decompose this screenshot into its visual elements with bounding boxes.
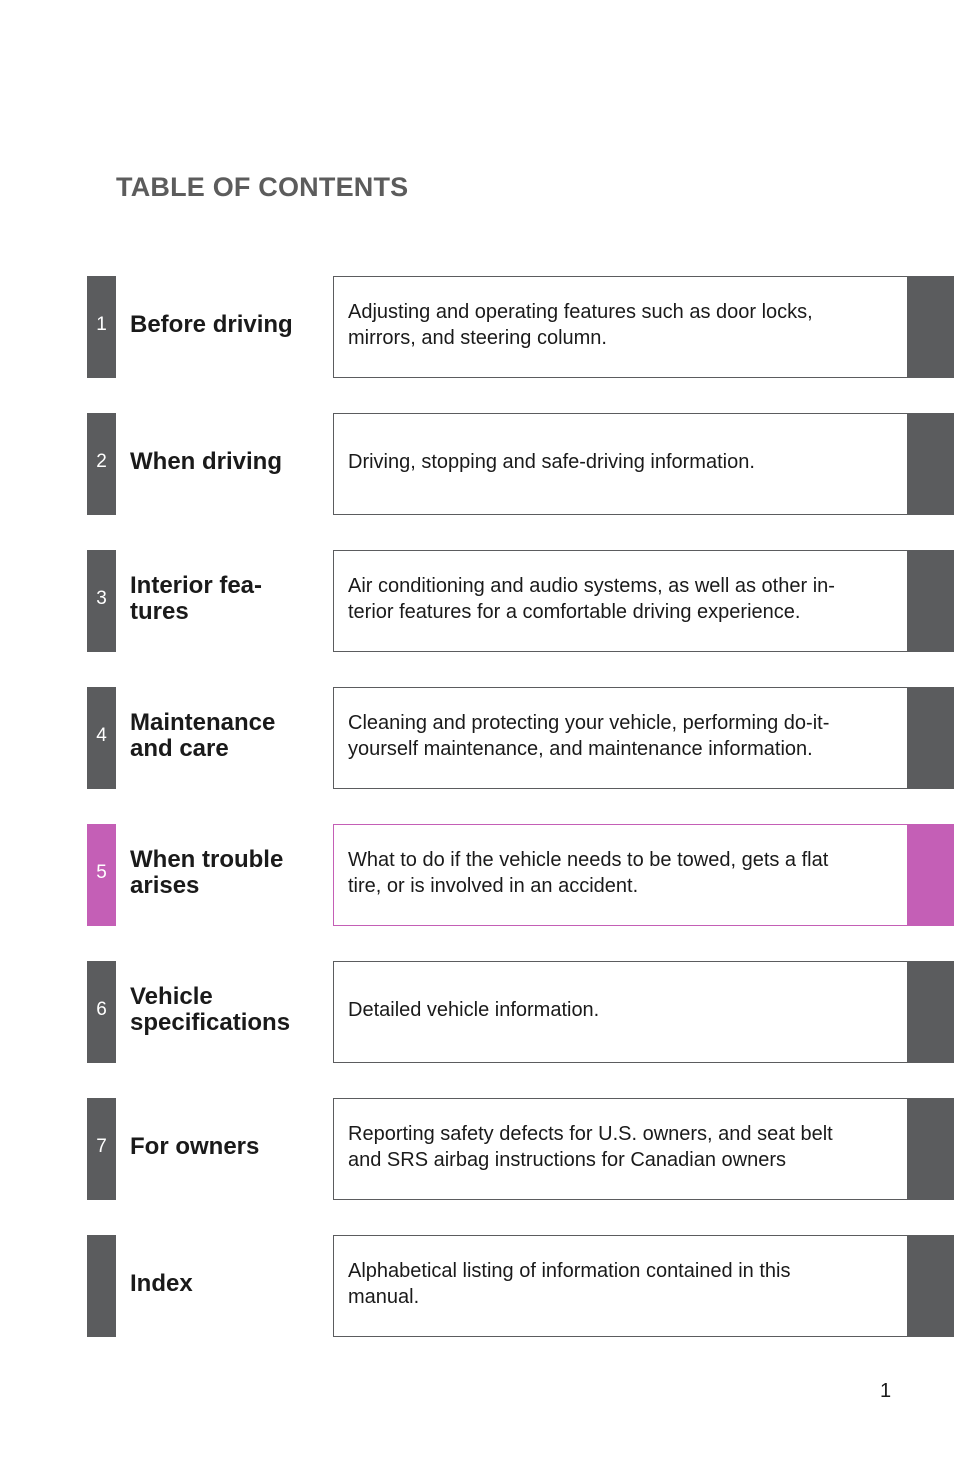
chapter-side-tab[interactable] [907, 687, 954, 789]
chapter-number-tab: 7 [87, 1098, 116, 1200]
chapter-number-tab [87, 1235, 116, 1337]
chapter-side-tab[interactable] [907, 961, 954, 1063]
chapter-title[interactable]: Before driving [130, 311, 293, 338]
chapter-description: Alphabetical listing of information contained in this manual. [333, 1235, 908, 1337]
chapter-title[interactable]: Vehicle specifications [130, 983, 291, 1036]
chapter-row-interior-features[interactable] [87, 550, 954, 652]
chapter-description: What to do if the vehicle needs to be towed, gets a flat tire, or is involved in an accident. [333, 824, 908, 926]
chapter-side-tab[interactable] [907, 276, 954, 378]
chapter-number-tab: 3 [87, 550, 116, 652]
chapter-row-for-owners[interactable] [87, 1098, 954, 1200]
chapter-side-tab[interactable] [907, 413, 954, 515]
chapter-number-tab: 4 [87, 687, 116, 789]
chapter-side-tab[interactable] [907, 1098, 954, 1200]
chapter-description: Reporting safety defects for U.S. owners, and seat belt and SRS airbag instructions for Canadian owners [333, 1098, 908, 1200]
chapter-title[interactable]: Index [130, 1270, 193, 1297]
chapter-row-index[interactable] [87, 1235, 954, 1337]
chapter-number-tab: 1 [87, 276, 116, 378]
chapter-number-tab: 2 [87, 413, 116, 515]
chapter-description: Detailed vehicle information. [333, 961, 908, 1063]
chapter-title[interactable]: Maintenance and care [130, 709, 276, 762]
chapter-side-tab[interactable] [907, 1235, 954, 1337]
chapter-row-when-trouble-arises[interactable] [87, 824, 954, 926]
chapter-title[interactable]: For owners [130, 1133, 260, 1160]
chapter-title[interactable]: When trouble arises [130, 846, 284, 899]
chapter-row-before-driving[interactable] [87, 276, 954, 378]
chapter-description: Air conditioning and audio systems, as well as other in- terior features for a comfortable driving experience. [333, 550, 908, 652]
chapter-side-tab[interactable] [907, 550, 954, 652]
chapter-description: Adjusting and operating features such as door locks, mirrors, and steering column. [333, 276, 908, 378]
chapter-number-tab: 6 [87, 961, 116, 1063]
chapter-number-tab: 5 [87, 824, 116, 926]
table-of-contents [87, 276, 954, 1372]
chapter-row-vehicle-specifications[interactable] [87, 961, 954, 1063]
chapter-row-maintenance-and-care[interactable] [87, 687, 954, 789]
chapter-row-when-driving[interactable] [87, 413, 954, 515]
chapter-description: Driving, stopping and safe-driving information. [333, 413, 908, 515]
chapter-title[interactable]: Interior fea- tures [130, 572, 263, 625]
chapter-title[interactable]: When driving [130, 448, 282, 475]
page-title: TABLE OF CONTENTS [116, 172, 409, 202]
page-number: 1 [880, 1380, 892, 1402]
chapter-description: Cleaning and protecting your vehicle, performing do-it- yourself maintenance, and maintenance information. [333, 687, 908, 789]
chapter-side-tab[interactable] [907, 824, 954, 926]
